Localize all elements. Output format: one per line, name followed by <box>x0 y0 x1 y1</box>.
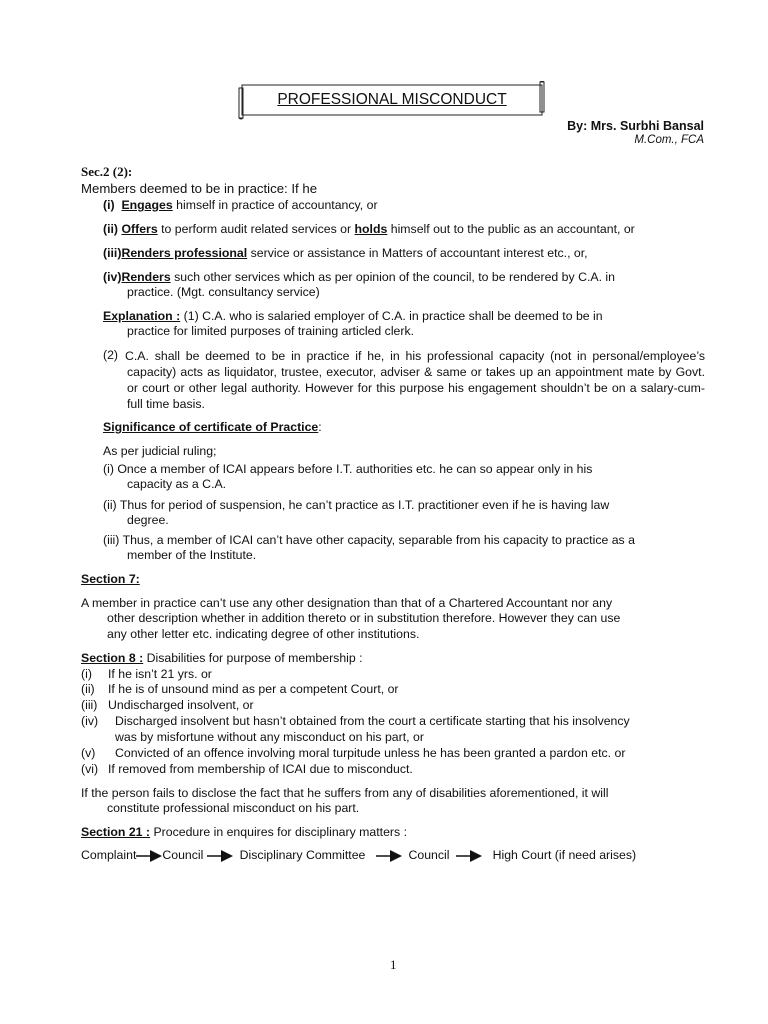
arrow-right-icon <box>376 850 402 862</box>
significance-item-3-cont: member of the Institute. <box>127 548 257 562</box>
section8-note-line2: constitute professional misconduct on his part. <box>107 801 360 815</box>
section8-intro: Disabilities for purpose of membership : <box>143 651 363 665</box>
sec2-item-4 <box>103 270 615 285</box>
item-text: himself out to the public as an accountant, or <box>387 222 635 236</box>
section8-item-num-6: (vi) <box>81 762 99 776</box>
section7-line2: other description whether in addition thereto or in substitution therefore. However they can use <box>107 611 621 625</box>
significance-item-1-cont: capacity as a C.A. <box>127 477 227 491</box>
keyword: Engages <box>121 198 173 212</box>
sec2-intro: Members deemed to be in practice: If he <box>81 181 318 196</box>
arrow-right-icon <box>207 850 233 862</box>
flow-step-complaint: Complaint <box>81 848 137 862</box>
significance-item-2: (ii) Thus for period of suspension, he can’t practice as I.T. practitioner even if he is having law <box>103 498 610 512</box>
significance-item-1: (i) Once a member of ICAI appears before I.T. authorities etc. he can so appear only in his <box>103 462 593 476</box>
arrow-right-icon <box>136 850 162 862</box>
page-number: 1 <box>390 957 397 972</box>
item-text: service or assistance in Matters of accountant interest etc., or, <box>247 246 588 260</box>
section8-item-num-4: (iv) <box>81 714 99 728</box>
section7-line1: A member in practice can’t use any other designation than that of a Chartered Accountant nor any <box>81 596 613 610</box>
section8-item-text-4: Discharged insolvent but hasn’t obtained from the court a certificate starting that his insolvency <box>115 714 630 728</box>
significance-colon: : <box>318 420 322 434</box>
procedure-flow <box>81 848 636 863</box>
item-number: (iii) <box>103 246 122 260</box>
section8-heading-line <box>81 651 363 666</box>
item-text: himself in practice of accountancy, or <box>172 198 378 212</box>
item-number: (i) <box>103 198 115 212</box>
section21-intro: Procedure in enquires for disciplinary matters : <box>150 825 408 839</box>
keyword: holds <box>354 222 388 236</box>
author-qualification: M.Com., FCA <box>634 134 704 146</box>
sec2-item-2 <box>103 222 635 237</box>
sec2-heading: Sec.2 (2): <box>81 164 133 179</box>
section8-item-num-3: (iii) <box>81 698 98 712</box>
section8-item-text-5: Convicted of an offence involving moral turpitude unless he has been granted a pardon etc. or <box>115 746 626 760</box>
significance-title: Significance of certificate of Practice <box>103 420 319 434</box>
sec2-item-3 <box>103 246 588 261</box>
section8-item-num-1: (i) <box>81 667 92 681</box>
item-number: (ii) <box>103 222 119 236</box>
section21-heading: Section 21 : <box>81 825 151 839</box>
explanation-text: (1) C.A. who is salaried employer of C.A. in practice shall be deemed to be in <box>180 309 603 323</box>
explanation-p2-text: C.A. shall be deemed to be in practice if he, in his professional capacity (not in personal/employee’s capacity) acts as liquidator, trustee, executor, adviser & same or takes up an appointment mate by Govt. or court or other legal authority. However for this purpose his engagement shouldn’t be on a salary-cum- full time basis. <box>125 349 705 411</box>
flow-step-council-2: Council <box>408 848 450 862</box>
flow-step-disciplinary-committee: Disciplinary Committee <box>239 848 366 862</box>
sec2-item-1 <box>103 198 378 213</box>
section7-line3: any other letter etc. indicating degree of other institutions. <box>107 627 420 641</box>
section8-item-num-5: (v) <box>81 746 96 760</box>
section8-note-line1: If the person fails to disclose the fact that he suffers from any of disabilities aforementioned, it will <box>81 786 609 800</box>
flow-step-council: Council <box>162 848 204 862</box>
section8-item-text-4-cont: was by misfortune without any misconduct on his part, or <box>115 730 424 744</box>
section8-item-text-2: If he is of unsound mind as per a competent Court, or <box>108 682 399 696</box>
sec2-item-4-cont: practice. (Mgt. consultancy service) <box>127 285 320 299</box>
keyword: Offers <box>121 222 158 236</box>
explanation-label: Explanation : <box>103 309 181 323</box>
significance-item-2-cont: degree. <box>127 513 169 527</box>
keyword: Renders <box>121 270 171 284</box>
item-text: such other services which as per opinion of the council, to be rendered by C.A. in <box>170 270 615 284</box>
author-name: By: Mrs. Surbhi Bansal <box>567 119 704 133</box>
keyword: Renders professional <box>121 246 248 260</box>
section21-heading-line <box>81 825 407 840</box>
significance-item-3: (iii) Thus, a member of ICAI can’t have other capacity, separable from his capacity to practice as a <box>103 533 635 547</box>
section8-item-num-2: (ii) <box>81 682 95 696</box>
title-banner <box>236 81 548 121</box>
significance-heading <box>103 420 322 435</box>
item-number: (iv) <box>103 270 122 284</box>
section8-heading: Section 8 : <box>81 651 144 665</box>
arrow-right-icon <box>456 850 482 862</box>
section8-item-text-3: Undischarged insolvent, or <box>108 698 254 712</box>
section7-heading: Section 7: <box>81 572 140 586</box>
item-text: to perform audit related services or <box>157 222 355 236</box>
section8-item-text-1: If he isn’t 21 yrs. or <box>108 667 212 681</box>
flow-step-high-court: High Court (if need arises) <box>492 848 637 862</box>
significance-intro: As per judicial ruling; <box>103 444 217 458</box>
explanation-line1 <box>103 309 705 324</box>
page-title: PROFESSIONAL MISCONDUCT <box>277 91 507 108</box>
explanation-p2-number: (2) <box>103 348 119 362</box>
section8-item-text-6: If removed from membership of ICAI due to misconduct. <box>108 762 413 776</box>
explanation-line2: practice for limited purposes of training articled clerk. <box>127 324 415 338</box>
